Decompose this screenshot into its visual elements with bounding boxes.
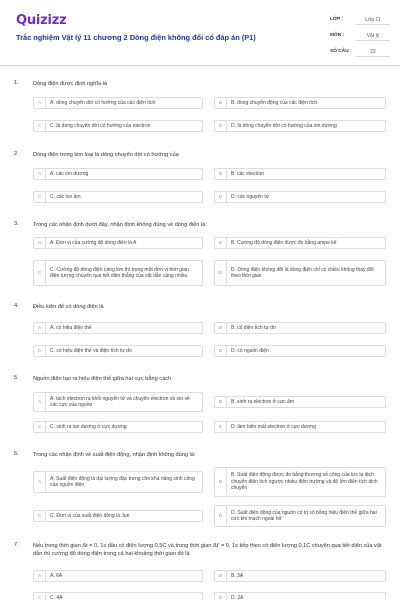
- question-text: Dòng điện trong kim loại là dòng chuyển dời có hướng của: [33, 152, 179, 158]
- option-letter: D: [215, 593, 227, 600]
- option-letter: D: [215, 192, 227, 202]
- meta-label: MÔN :: [330, 33, 345, 38]
- option-text: B. có điện tích tự do: [231, 324, 276, 331]
- meta-label: SỐ CÂU :: [330, 49, 352, 54]
- option-letter: B: [215, 397, 227, 407]
- option-letter: C: [34, 192, 46, 202]
- meta-row-subject: [330, 28, 390, 43]
- option-d[interactable]: [214, 592, 386, 600]
- option-a[interactable]: [33, 97, 203, 109]
- option-text: C. 4A: [50, 594, 63, 600]
- option-a[interactable]: [33, 471, 203, 493]
- option-d[interactable]: [214, 191, 386, 203]
- option-letter: D: [215, 422, 227, 432]
- option-d[interactable]: [214, 260, 386, 286]
- question-text: Nếu trong thời gian Δt = 0, 1s đầu có điện lượng 0,5C và trong thời gian Δt' = 0, 1s tiếp theo có điện lượng 0,1C chuyển qua tiết diện của vật dẫn thì cường độ dòng điện trong cả hai khoảng thời gian đó là: [33, 543, 382, 557]
- question-text: Điều kiện để có dòng điện là: [33, 304, 104, 310]
- option-text: B. sinh ra electron ở cực âm: [231, 398, 295, 405]
- quizizz-logo: Quizizz: [16, 13, 67, 28]
- option-text: B. các electron: [231, 170, 265, 177]
- option-letter: A: [34, 323, 46, 333]
- option-text: B. Suất điện động được đo bằng thương số công của lực lạ dịch chuyển điện tích ngược nhiều điện trường và độ lớn điện tích dịch chuyển: [231, 472, 378, 492]
- option-letter: A: [34, 393, 46, 411]
- option-text: D. là dòng chuyển dời có hướng của ion dương: [231, 122, 337, 129]
- option-text: A. tách electron ra khỏi nguyên tử và chuyển electron và ion về các cực của nguồn: [50, 395, 190, 408]
- option-c[interactable]: [33, 345, 203, 357]
- option-text: A. Suất điện động là đại lượng đặc trưng cho khả năng sinh công của nguồn điện: [50, 475, 195, 488]
- option-text: A. dòng chuyển dời có hướng của các điện tích: [50, 99, 156, 106]
- option-c[interactable]: [33, 592, 203, 600]
- option-a[interactable]: [33, 237, 203, 249]
- option-text: C. là dòng chuyển dời có hướng của electron: [50, 122, 151, 129]
- meta-row-class: [330, 12, 390, 27]
- question-number: 7.: [14, 542, 19, 548]
- option-text: B. dòng chuyển động của các điện tích: [231, 99, 318, 106]
- question-number: 2.: [14, 151, 19, 157]
- option-letter: A: [34, 169, 46, 179]
- option-b[interactable]: [214, 396, 386, 408]
- option-letter: D: [215, 261, 227, 285]
- option-a[interactable]: [33, 392, 203, 412]
- question-number: 1.: [14, 80, 19, 86]
- option-letter: C: [34, 511, 46, 521]
- option-letter: D: [215, 506, 227, 526]
- option-text: D. Suất điện động của nguồn có trị số bằng hiệu điện thế giữa hai cực khi mạch ngoài hở: [231, 509, 377, 522]
- option-letter: B: [215, 98, 227, 108]
- option-b[interactable]: [214, 97, 386, 109]
- option-d[interactable]: [214, 505, 386, 527]
- option-text: A. 6A: [50, 572, 63, 579]
- option-c[interactable]: [33, 191, 203, 203]
- meta-row-question-count: [330, 44, 390, 59]
- option-letter: B: [215, 169, 227, 179]
- option-letter: B: [215, 571, 227, 581]
- option-letter: A: [34, 472, 46, 492]
- option-letter: A: [34, 238, 46, 248]
- option-letter: C: [34, 346, 46, 356]
- meta-value: Lớp 11: [356, 15, 390, 25]
- option-b[interactable]: [214, 322, 386, 334]
- option-d[interactable]: [214, 345, 386, 357]
- worksheet-meta: [330, 12, 390, 60]
- option-text: A. có hiệu điện thế: [50, 324, 92, 331]
- option-letter: A: [34, 98, 46, 108]
- option-b[interactable]: [214, 237, 386, 249]
- option-text: B. Cường độ dòng điện được đo bằng ampe kế: [231, 239, 337, 246]
- option-a[interactable]: [33, 168, 203, 180]
- option-text: A. Đơn vị của cường độ dòng điện là A: [50, 239, 137, 246]
- option-letter: C: [34, 422, 46, 432]
- option-text: C. sinh ra ion dương ở cực dương: [50, 423, 127, 430]
- option-text: D. làm biến mất electron ở cực dương: [231, 423, 316, 430]
- option-text: C. có hiệu điện thế và điện tích tự do: [50, 347, 132, 354]
- option-letter: D: [215, 121, 227, 131]
- option-c[interactable]: [33, 421, 203, 433]
- question-text: Nguồn điện tạo ra hiệu điện thế giữa hai cực bằng cách: [33, 376, 172, 382]
- option-a[interactable]: [33, 322, 203, 334]
- meta-value: Vật lý: [356, 31, 390, 41]
- question-number: 4.: [14, 303, 19, 309]
- option-text: C. Đơn vị của suất điện động là Jun: [50, 512, 130, 519]
- option-text: A. các ion dương: [50, 170, 89, 177]
- question-number: 3.: [14, 221, 19, 227]
- option-d[interactable]: [214, 421, 386, 433]
- option-text: D. Dòng điện không đổi là dòng điện chỉ có chiều không thay đổi theo thời gian: [231, 266, 374, 279]
- option-letter: B: [215, 238, 227, 248]
- option-letter: C: [34, 261, 46, 285]
- option-c[interactable]: [33, 260, 203, 286]
- option-letter: A: [34, 571, 46, 581]
- option-text: D. các nguyên tử: [231, 193, 270, 200]
- option-c[interactable]: [33, 120, 203, 132]
- option-letter: D: [215, 346, 227, 356]
- option-letter: C: [34, 593, 46, 600]
- option-a[interactable]: [33, 570, 203, 582]
- option-d[interactable]: [214, 120, 386, 132]
- option-b[interactable]: [214, 570, 386, 582]
- option-text: D. có nguồn điện: [231, 347, 269, 354]
- option-b[interactable]: [214, 467, 386, 497]
- question-text: Trong các nhận định về suất điện động, nhận định không đúng là:: [33, 452, 196, 458]
- question-text: Trong các nhận định dưới đây, nhận định không đúng về dòng điện là:: [33, 222, 207, 228]
- option-text: C. Cường độ dòng điện càng lớn thì trong một đơn vị thời gian điện lượng chuyển qua tiết diện thẳng của vật dẫn càng nhiều: [50, 266, 189, 279]
- meta-value: 22: [356, 47, 390, 57]
- document-title: Trắc nghiệm Vật lý 11 chương 2 Dòng điện không đổi có đáp án (P1): [16, 33, 256, 42]
- meta-label: LỚP :: [330, 17, 344, 22]
- question-text: Dòng điện được định nghĩa là: [33, 81, 107, 87]
- option-text: C. các ion âm: [50, 193, 81, 200]
- question-number: 6.: [14, 451, 19, 457]
- option-text: B. 3A: [231, 572, 244, 579]
- option-letter: C: [34, 121, 46, 131]
- option-letter: B: [215, 468, 227, 496]
- option-text: D. 2A: [231, 594, 244, 600]
- option-b[interactable]: [214, 168, 386, 180]
- option-letter: B: [215, 323, 227, 333]
- question-number: 5.: [14, 375, 19, 381]
- worksheet-header: [0, 0, 400, 66]
- option-c[interactable]: [33, 510, 203, 522]
